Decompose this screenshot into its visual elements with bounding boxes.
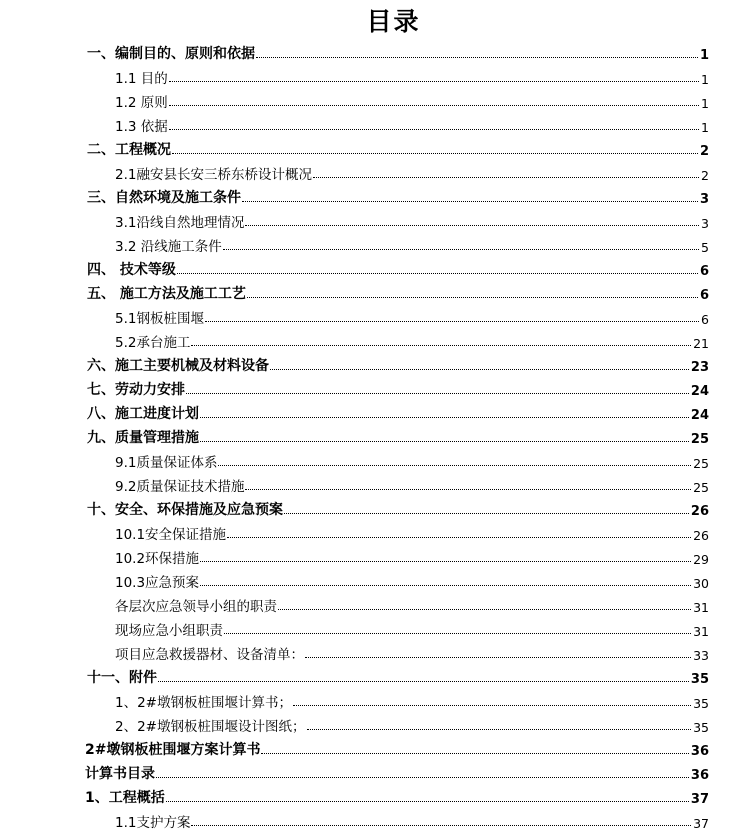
toc-entry[interactable] <box>0 521 747 543</box>
toc-entry[interactable] <box>0 65 747 87</box>
toc-entry[interactable] <box>0 281 747 303</box>
toc-entry-label: 1.1支护方案 <box>115 815 191 831</box>
toc-entry-label: 二、工程概况 <box>87 142 171 158</box>
toc-entry-label: 9.1质量保证体系 <box>115 455 218 471</box>
toc-entry-page: 35 <box>693 720 709 735</box>
dot-leader <box>169 80 699 82</box>
toc-entry-page: 24 <box>690 384 709 399</box>
dot-leader <box>177 272 698 274</box>
dot-leader <box>245 488 691 490</box>
dot-leader <box>247 296 698 298</box>
toc-entry-page: 25 <box>690 432 709 447</box>
toc-entry[interactable] <box>0 545 747 567</box>
dot-leader <box>256 56 698 58</box>
toc-entry-page: 6 <box>699 288 709 303</box>
toc-entry-page: 2 <box>701 168 709 183</box>
toc-entry-page: 5 <box>701 240 709 255</box>
toc-entry-page: 31 <box>693 600 709 615</box>
toc-entry[interactable] <box>0 809 747 831</box>
toc-entry[interactable] <box>0 257 747 279</box>
toc-entry[interactable] <box>0 233 747 255</box>
toc-entry-label: 5.2承台施工 <box>115 335 191 351</box>
toc-entry[interactable] <box>0 137 747 159</box>
toc-entry[interactable] <box>0 401 747 423</box>
toc-entry[interactable] <box>0 665 747 687</box>
toc-entry-label: 1.3 依据 <box>115 119 168 135</box>
toc-entry[interactable] <box>0 713 747 735</box>
dot-leader <box>227 536 691 538</box>
toc-entry-label: 2、2#墩钢板桩围堰设计图纸； <box>115 719 306 735</box>
toc-entry-label: 现场应急小组职责 <box>115 623 223 639</box>
toc-entry[interactable] <box>0 617 747 639</box>
dot-leader <box>223 248 699 250</box>
toc-entry-page: 1 <box>699 48 709 63</box>
toc-entry-label: 一、编制目的、原则和依据 <box>87 46 255 62</box>
toc-entry[interactable] <box>0 449 747 471</box>
toc-entry-page: 26 <box>690 504 709 519</box>
toc-entry-page: 25 <box>693 480 709 495</box>
toc-entry-page: 25 <box>693 456 709 471</box>
dot-leader <box>313 176 699 178</box>
toc-entry-page: 29 <box>693 552 709 567</box>
toc-entry-label: 九、质量管理措施 <box>87 430 199 446</box>
toc-entry[interactable] <box>0 785 747 807</box>
toc-entry-label: 3.1沿线自然地理情况 <box>115 215 245 231</box>
toc-entry-page: 36 <box>690 744 709 759</box>
toc-entry[interactable] <box>0 377 747 399</box>
toc-entry[interactable] <box>0 329 747 351</box>
dot-leader <box>166 800 689 802</box>
toc-entry-page: 3 <box>701 216 709 231</box>
dot-leader <box>156 776 689 778</box>
dot-leader <box>169 104 699 106</box>
page-title: 目录 <box>366 7 421 36</box>
toc-entry-label: 5.1钢板桩围堰 <box>115 311 204 327</box>
toc-entry-label: 1.1 目的 <box>115 71 168 87</box>
toc-entry[interactable] <box>0 641 747 663</box>
toc-entry-label: 十一、附件 <box>87 670 157 686</box>
toc-entry[interactable] <box>0 113 747 135</box>
toc-entry[interactable] <box>0 761 747 783</box>
toc-entry-page: 24 <box>690 408 709 423</box>
dot-leader <box>191 344 691 346</box>
toc-entry-page: 2 <box>699 144 709 159</box>
dot-leader <box>200 560 691 562</box>
toc-entry[interactable] <box>0 689 747 711</box>
toc-entry-label: 五、 施工方法及施工工艺 <box>87 286 246 302</box>
dot-leader <box>261 752 688 754</box>
toc-entry-page: 1 <box>701 96 709 111</box>
toc-entry-label: 十、安全、环保措施及应急预案 <box>87 502 283 518</box>
toc-entry-label: 2.1融安县长安三桥东桥设计概况 <box>115 167 312 183</box>
toc-entry-page: 30 <box>693 576 709 591</box>
dot-leader <box>158 680 689 682</box>
dot-leader <box>242 200 698 202</box>
dot-leader <box>278 608 691 610</box>
dot-leader <box>224 632 691 634</box>
toc-entry[interactable] <box>0 473 747 495</box>
toc-entry-label: 1、工程概括 <box>85 790 165 806</box>
toc-entry-label: 1、2#墩钢板桩围堰计算书； <box>115 695 292 711</box>
toc-entry-label: 三、自然环境及施工条件 <box>87 190 241 206</box>
toc-entry[interactable] <box>0 89 747 111</box>
toc-entry[interactable] <box>0 497 747 519</box>
toc-entry-page: 26 <box>693 528 709 543</box>
toc-entry-label: 1.2 原则 <box>115 95 168 111</box>
dot-leader <box>205 320 699 322</box>
dot-leader <box>200 440 689 442</box>
toc-entry[interactable] <box>0 209 747 231</box>
toc-entry-page: 37 <box>693 816 709 831</box>
toc-entry-label: 七、劳动力安排 <box>87 382 185 398</box>
dot-leader <box>218 464 691 466</box>
toc-entry[interactable] <box>0 353 747 375</box>
toc-entry-page: 3 <box>699 192 709 207</box>
toc-entry[interactable] <box>0 425 747 447</box>
dot-leader <box>200 584 691 586</box>
dot-leader <box>245 224 699 226</box>
dot-leader <box>270 368 689 370</box>
toc-entry-label: 3.2 沿线施工条件 <box>115 239 222 255</box>
toc-entry-label: 10.3应急预案 <box>115 575 200 591</box>
toc-entry[interactable] <box>0 161 747 183</box>
toc-entry-page: 21 <box>693 336 709 351</box>
toc-entry-label: 八、施工进度计划 <box>87 406 199 422</box>
dot-leader <box>172 152 698 154</box>
toc-entry[interactable] <box>0 41 747 63</box>
toc-entry-label: 六、施工主要机械及材料设备 <box>87 358 269 374</box>
toc-entry-label: 四、 技术等级 <box>87 262 176 278</box>
dot-leader <box>186 392 689 394</box>
toc-entry-page: 36 <box>690 768 709 783</box>
toc-entry-page: 31 <box>693 624 709 639</box>
toc-entry-page: 6 <box>701 312 709 327</box>
toc-entry-page: 23 <box>690 360 709 375</box>
toc-entry[interactable] <box>0 737 747 759</box>
toc-entry-label: 项目应急救援器材、设备清单： <box>115 647 304 663</box>
toc-entry-label: 2#墩钢板桩围堰方案计算书 <box>85 742 261 758</box>
toc-entry[interactable] <box>0 569 747 591</box>
toc-entry-page: 35 <box>693 696 709 711</box>
toc-entry-label: 10.2环保措施 <box>115 551 200 567</box>
dot-leader <box>191 824 691 826</box>
dot-leader <box>284 512 689 514</box>
dot-leader <box>200 416 689 418</box>
toc-entry-label: 计算书目录 <box>85 766 155 782</box>
toc-entry-page: 35 <box>690 672 709 687</box>
toc-entry-page: 1 <box>701 120 709 135</box>
dot-leader <box>307 728 692 730</box>
toc-entry-label: 9.2质量保证技术措施 <box>115 479 245 495</box>
toc-entry-label: 10.1安全保证措施 <box>115 527 227 543</box>
toc-entry[interactable] <box>0 305 747 327</box>
dot-leader <box>169 128 699 130</box>
toc-entry-page: 37 <box>690 792 709 807</box>
toc-entry-page: 33 <box>693 648 709 663</box>
toc-entry-page: 6 <box>699 264 709 279</box>
dot-leader <box>305 656 691 658</box>
dot-leader <box>293 704 691 706</box>
toc-entry-page: 1 <box>701 72 709 87</box>
toc-entry[interactable] <box>0 185 747 207</box>
toc-entry-label: 各层次应急领导小组的职责 <box>115 599 277 615</box>
toc-entry[interactable] <box>0 593 747 615</box>
